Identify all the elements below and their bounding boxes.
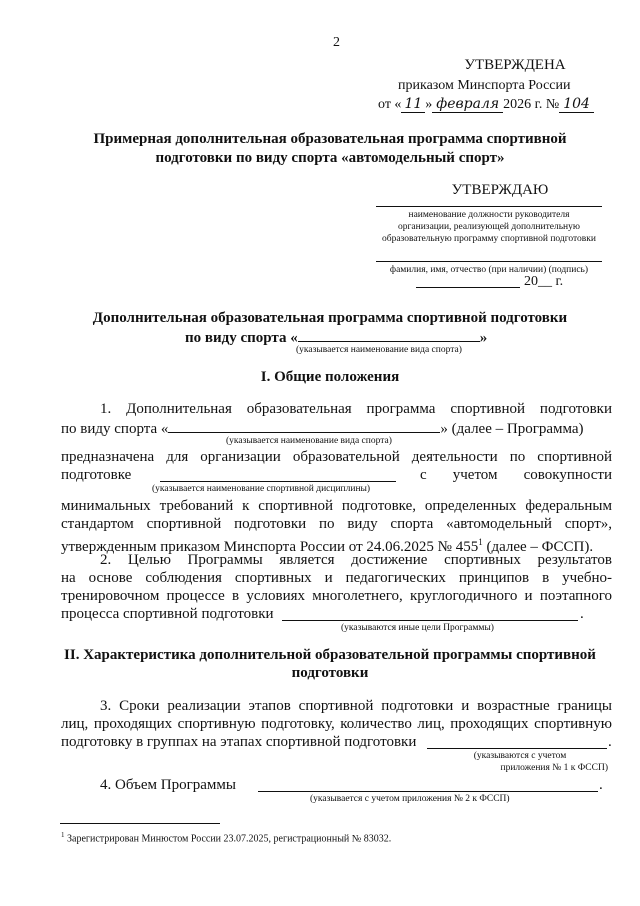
footnote bbox=[61, 829, 391, 845]
p1-line7-text: утвержденным приказом Минспорта России от 24.06.2025 № 455 bbox=[61, 539, 479, 555]
program-title-suffix: » bbox=[479, 330, 488, 346]
p1-sport-blank bbox=[168, 418, 440, 433]
p1-line4-left: подготовке bbox=[61, 467, 132, 483]
date-year: 2026 г. № bbox=[503, 97, 560, 112]
p1-line5: минимальных требований к спортивной подготовке, определенных федеральным bbox=[61, 498, 612, 514]
date-prefix: от « bbox=[378, 97, 402, 112]
approve-date-line bbox=[416, 287, 520, 288]
p4-label: 4. Объем Программы bbox=[100, 777, 236, 793]
p2-line4: процесса спортивной подготовки bbox=[61, 606, 274, 622]
handwritten-number: 104 bbox=[559, 96, 594, 113]
p3-caption-line1: (указываются с учетом bbox=[473, 751, 567, 761]
program-sport-caption: (указывается наименование вида спорта) bbox=[296, 345, 462, 355]
p1-line1: 1. Дополнительная образовательная программа спортивной подготовки bbox=[100, 401, 612, 417]
p2-line1: 2. Целью Программы является достижение спортивных результатов bbox=[100, 552, 612, 568]
p2-caption: (указываются иные цели Программы) bbox=[341, 623, 494, 633]
document-title-line2: подготовки по виду спорта «автомодельный спорт» bbox=[155, 150, 505, 166]
p4-volume-blank bbox=[258, 791, 598, 792]
p3-period: . bbox=[608, 734, 612, 750]
approve-year: 20__ г. bbox=[524, 274, 564, 289]
handwritten-month: февраля bbox=[432, 96, 503, 113]
section2-heading-line2: подготовки bbox=[291, 665, 369, 681]
p3-line3: подготовку в группах на этапах спортивной подготовки bbox=[61, 734, 417, 750]
section1-heading: I. Общие положения bbox=[260, 369, 400, 385]
p3-stages-blank bbox=[427, 748, 607, 749]
approver-name-caption: фамилия, имя, отчество (при наличии) (подпись) bbox=[389, 265, 589, 275]
approver-caption-2: организации, реализующей дополнительную bbox=[398, 222, 580, 232]
approval-order-line: приказом Минспорта России bbox=[398, 78, 571, 93]
approval-heading: УТВЕРЖДЕНА bbox=[464, 57, 566, 73]
p4-caption: (указывается с учетом приложения № 2 к ФССП) bbox=[310, 794, 510, 804]
footnote-separator bbox=[60, 823, 220, 824]
program-sport-blank bbox=[298, 327, 480, 342]
approver-name-line bbox=[376, 261, 602, 262]
p3-line1: 3. Сроки реализации этапов спортивной подготовки и возрастные границы bbox=[100, 698, 612, 714]
date-mid: » bbox=[425, 97, 433, 112]
p1-caption-discipline: (указывается наименование спортивной дисциплины) bbox=[152, 484, 371, 494]
p1-line4-right: с учетом совокупности bbox=[420, 467, 612, 483]
document-title-line1: Примерная дополнительная образовательная программа спортивной bbox=[93, 131, 567, 147]
section2-heading-line1: II. Характеристика дополнительной образовательной программы спортивной bbox=[64, 647, 596, 663]
approver-position-line bbox=[376, 206, 602, 207]
program-title-prefix: по виду спорта « bbox=[185, 330, 298, 346]
page-number: 2 bbox=[333, 35, 340, 50]
p1-line7-end: (далее – ФССП). bbox=[482, 539, 594, 555]
p1-line6: стандартом спортивной подготовки по виду спорта «автомодельный спорт», bbox=[61, 516, 612, 532]
p2-period: . bbox=[580, 606, 584, 622]
p2-line2: на основе соблюдения спортивных и педагогических принципов в учебно- bbox=[61, 570, 612, 586]
p1-caption-sport: (указывается наименование вида спорта) bbox=[226, 436, 392, 446]
p1-line2-prefix: по виду спорта « bbox=[61, 421, 169, 437]
approver-caption-1: наименование должности руководителя bbox=[408, 210, 570, 220]
p1-line2-suffix: » (далее – Программа) bbox=[440, 421, 584, 437]
approve-heading: УТВЕРЖДАЮ bbox=[451, 182, 549, 198]
footnote-text: Зарегистрирован Минюстом России 23.07.2025, регистрационный № 83032. bbox=[64, 833, 392, 845]
p4-period: . bbox=[599, 777, 603, 793]
footnote-mark: 1 bbox=[61, 831, 65, 839]
approval-date-line bbox=[378, 95, 594, 114]
program-title-line1: Дополнительная образовательная программа спортивной подготовки bbox=[92, 310, 568, 326]
handwritten-day: 11 bbox=[401, 96, 425, 113]
approver-caption-3: образовательную программу спортивной подготовки bbox=[381, 234, 596, 244]
p3-caption-line2: приложения № 1 к ФССП) bbox=[500, 763, 608, 773]
footnote-ref: 1 bbox=[478, 537, 483, 547]
p2-line3: тренировочном процессе в условиях многолетнего, круглогодичного и поэтапного bbox=[61, 588, 612, 604]
p1-discipline-blank bbox=[160, 481, 396, 482]
p1-line3: предназначена для организации образовательной деятельности по спортивной bbox=[61, 449, 612, 465]
p3-line2: лиц, проходящих спортивную подготовку, количество лиц, проходящих спортивную bbox=[61, 716, 612, 732]
p2-goals-blank bbox=[282, 620, 578, 621]
